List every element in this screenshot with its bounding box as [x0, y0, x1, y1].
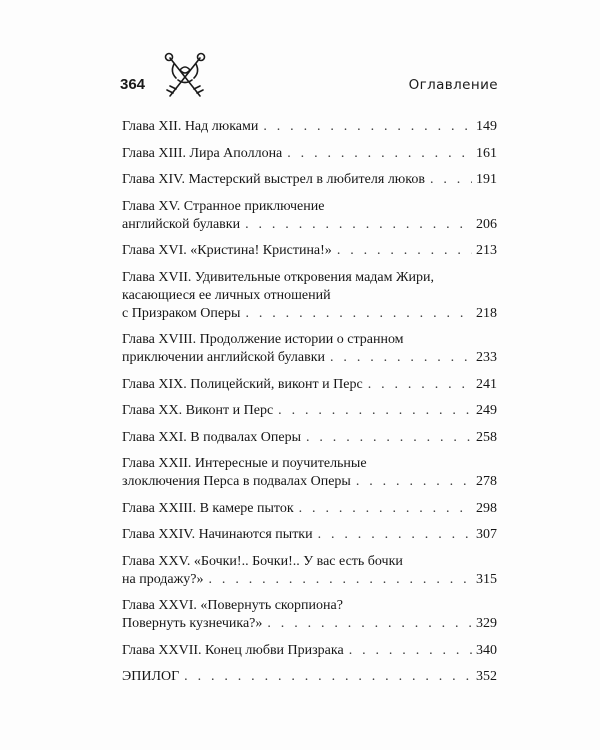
- toc-entry[interactable]: [122, 331, 497, 367]
- toc-page-number: 249: [476, 403, 497, 418]
- toc-entry[interactable]: [122, 526, 497, 544]
- dot-leader: [430, 171, 472, 189]
- dot-leader: [330, 349, 472, 367]
- toc-page-number: 258: [476, 429, 497, 445]
- toc-entry-title-line: Глава XII. Над люками: [122, 119, 259, 134]
- dot-leader: [245, 305, 472, 323]
- table-of-contents: [122, 118, 497, 695]
- dot-leader: [318, 526, 472, 544]
- toc-entry-last-line: [122, 668, 497, 686]
- toc-entry[interactable]: [122, 402, 497, 420]
- toc-entry-last-line: [122, 376, 497, 394]
- toc-entry[interactable]: [122, 269, 497, 323]
- toc-entry[interactable]: [122, 500, 497, 518]
- toc-page-number: 241: [476, 376, 497, 392]
- page-number: 364: [120, 76, 146, 93]
- running-title: Оглавление: [408, 77, 498, 93]
- toc-entry[interactable]: [122, 198, 497, 234]
- toc-entry-title-line: Глава XXII. Интересные и поучительные: [122, 456, 367, 471]
- toc-entry-title-line: с Призраком Оперы: [122, 305, 241, 321]
- dot-leader: [245, 216, 472, 234]
- crossed-keys-icon: [160, 52, 210, 102]
- dot-leader: [209, 571, 472, 589]
- toc-entry[interactable]: [122, 553, 497, 589]
- toc-page-number: 307: [476, 527, 497, 542]
- toc-entry-last-line: [122, 145, 497, 163]
- toc-entry-last-line: [122, 473, 497, 491]
- toc-entry-title-line: Глава XVI. «Кристина! Кристина!»: [122, 243, 332, 258]
- dot-leader: [267, 615, 472, 633]
- toc-entry-last-line: [122, 615, 497, 633]
- toc-entry-last-line: [122, 526, 497, 544]
- toc-entry-title-line: Глава XXVII. Конец любви Призрака: [122, 642, 344, 658]
- dot-leader: [337, 242, 472, 260]
- toc-entry-last-line: [122, 216, 497, 234]
- dot-leader: [287, 145, 472, 163]
- toc-page-number: 340: [476, 642, 497, 658]
- dot-leader: [356, 473, 472, 491]
- toc-entry[interactable]: [122, 455, 497, 491]
- toc-entry[interactable]: [122, 429, 497, 447]
- toc-entry-title-line: Повернуть кузнечика?»: [122, 616, 263, 631]
- toc-entry-title-line: Глава XXIII. В камере пыток: [122, 500, 294, 516]
- toc-page-number: 233: [476, 350, 497, 365]
- toc-page-number: 329: [476, 616, 497, 631]
- dot-leader: [299, 500, 472, 518]
- dot-leader: [306, 429, 472, 447]
- toc-entry-title-line: Глава XIII. Лира Аполлона: [122, 145, 283, 161]
- toc-entry-title-line: Глава XXI. В подвалах Оперы: [122, 429, 301, 445]
- toc-entry-title-line: Глава XIV. Мастерский выстрел в любителя люков: [122, 172, 425, 187]
- toc-entry-title-line: Глава XXV. «Бочки!.. Бочки!.. У вас есть бочки: [122, 553, 403, 569]
- toc-entry[interactable]: [122, 642, 497, 660]
- toc-page-number: 213: [476, 243, 497, 258]
- dot-leader: [263, 118, 472, 136]
- toc-entry[interactable]: [122, 668, 497, 686]
- dot-leader: [184, 668, 472, 686]
- toc-page-number: 298: [476, 500, 497, 516]
- toc-entry-title-line: Глава XVIII. Продолжение истории о странном: [122, 332, 404, 347]
- toc-entry-title-line: злоключения Перса в подвалах Оперы: [122, 474, 351, 489]
- toc-entry-last-line: [122, 642, 497, 660]
- toc-page-number: 278: [476, 474, 497, 489]
- toc-entry-last-line: [122, 349, 497, 367]
- toc-entry[interactable]: [122, 145, 497, 163]
- toc-page-number: 206: [476, 216, 497, 232]
- toc-entry-title-line: приключении английской булавки: [122, 350, 326, 365]
- toc-entry-title-line: на продажу?»: [122, 571, 204, 587]
- toc-entry-title-line: Глава XV. Странное приключение: [122, 198, 325, 214]
- toc-entry-title-line: Глава XX. Виконт и Перс: [122, 403, 274, 418]
- toc-entry[interactable]: [122, 597, 497, 633]
- toc-entry-title-line: ЭПИЛОГ: [122, 669, 180, 684]
- toc-entry-last-line: [122, 118, 497, 136]
- toc-entry-last-line: [122, 571, 497, 589]
- toc-page-number: 352: [476, 669, 497, 684]
- toc-entry[interactable]: [122, 171, 497, 189]
- toc-page-number: 161: [476, 145, 497, 161]
- dot-leader: [278, 402, 472, 420]
- toc-entry-last-line: [122, 402, 497, 420]
- toc-entry[interactable]: [122, 242, 497, 260]
- toc-page-number: 218: [476, 305, 497, 321]
- toc-entry[interactable]: [122, 376, 497, 394]
- page-header: [120, 52, 498, 102]
- toc-page-number: 315: [476, 571, 497, 587]
- toc-entry-title-line: Глава XXIV. Начинаются пытки: [122, 527, 313, 542]
- toc-page-number: 191: [476, 172, 497, 187]
- toc-entry-title-line: Глава XIX. Полицейский, виконт и Перс: [122, 376, 363, 392]
- dot-leader: [368, 376, 472, 394]
- toc-entry[interactable]: [122, 118, 497, 136]
- toc-entry-title-line: касающиеся ее личных отношений: [122, 287, 331, 303]
- toc-entry-last-line: [122, 242, 497, 260]
- toc-entry-last-line: [122, 500, 497, 518]
- toc-entry-title-line: Глава XVII. Удивительные откровения мадам Жири,: [122, 269, 435, 285]
- toc-page-number: 149: [476, 119, 497, 134]
- toc-entry-last-line: [122, 305, 497, 323]
- toc-entry-title-line: английской булавки: [122, 216, 241, 232]
- toc-entry-last-line: [122, 171, 497, 189]
- dot-leader: [349, 642, 472, 660]
- toc-entry-title-line: Глава XXVI. «Повернуть скорпиона?: [122, 598, 343, 613]
- toc-entry-last-line: [122, 429, 497, 447]
